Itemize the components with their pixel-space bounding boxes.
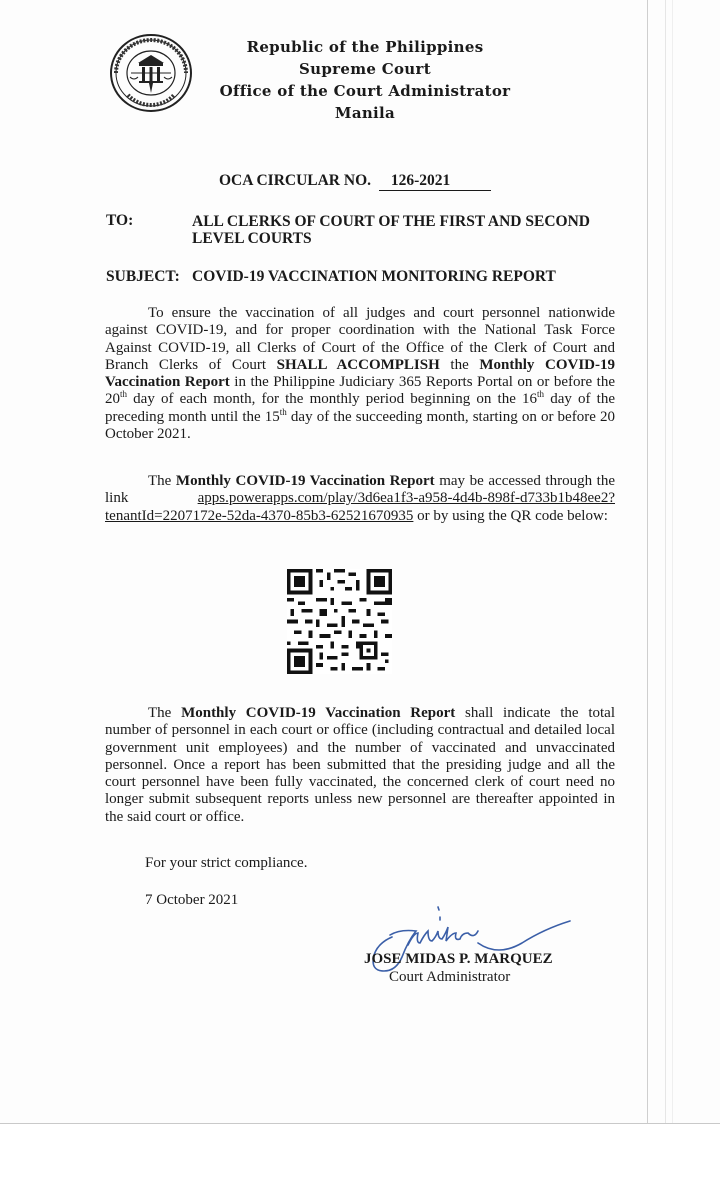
paragraph-2: The Monthly COVID-19 Vaccination Report may be accessed through the link apps.powerapps.com/play/3d6ea1f3-a958-4d4b-898f-d733b1b48ee2?tenantId=2207172e-52da-4370-85b3-62521670935 or by using the QR code below:	[105, 473, 615, 524]
page-edge-line	[665, 0, 666, 1123]
to-label: TO:	[106, 212, 134, 229]
subject-text: COVID-19 VACCINATION MONITORING REPORT	[192, 268, 556, 285]
to-recipients: ALL CLERKS OF COURT OF THE FIRST AND SECOND LEVEL COURTS	[192, 213, 590, 247]
subject-label: SUBJECT:	[106, 268, 180, 285]
signer-title: Court Administrator	[389, 969, 511, 985]
paragraph-3: The Monthly COVID-19 Vaccination Report shall indicate the total number of personnel in each court or office (including contractual and detailed local government unit employees) and the number of vaccinated and unvaccinated personnel. Once a report has been submitted that the presiding judge and all the court personnel have been fully vaccinated, the concerned clerk of court need no longer submit subsequent reports unless new personnel are thereafter appointed in the said court or office.	[105, 705, 615, 825]
circular-number	[219, 172, 491, 191]
issue-date: 7 October 2021	[145, 892, 239, 908]
letterhead-line-supreme-court: Supreme Court	[299, 60, 431, 78]
letterhead-line-oca: Office of the Court Administrator	[219, 82, 511, 100]
circular-number-value: 126-2021	[379, 172, 491, 191]
letterhead	[200, 36, 530, 124]
letterhead-line-republic: Republic of the Philippines	[246, 38, 484, 56]
signer-name: JOSE MIDAS P. MARQUEZ	[364, 951, 553, 967]
page-edge-line	[672, 0, 673, 1123]
paragraph-1: To ensure the vaccination of all judges and court personnel nationwide against COVID-19, and for proper coordination with the National Task Force Against COVID-19, all Clerks of Court of the Office of the Clerk of Court and Branch Clerks of Court SHALL ACCOMPLISH the Monthly COVID-19 Vaccination Report in the Philippine Judiciary 365 Reports Portal on or before the 20th day of each month, for the monthly period beginning on the 16th day of the preceding month until the 15th day of the succeeding month, starting on or before 20 October 2021.	[105, 305, 616, 443]
circular-label: OCA CIRCULAR NO.	[219, 172, 371, 189]
compliance-note: For your strict compliance.	[145, 855, 308, 871]
court-seal-icon	[108, 33, 194, 113]
page-edge-line	[647, 0, 648, 1123]
report-link[interactable]: apps.powerapps.com/play/3d6ea1f3-a958-4d4b-898f-d733b1b48ee2?tenantId=2207172e-52da-4370-85b3-62521670935	[105, 490, 615, 524]
qr-code-icon[interactable]	[287, 569, 392, 674]
letterhead-line-city: Manila	[334, 104, 396, 122]
